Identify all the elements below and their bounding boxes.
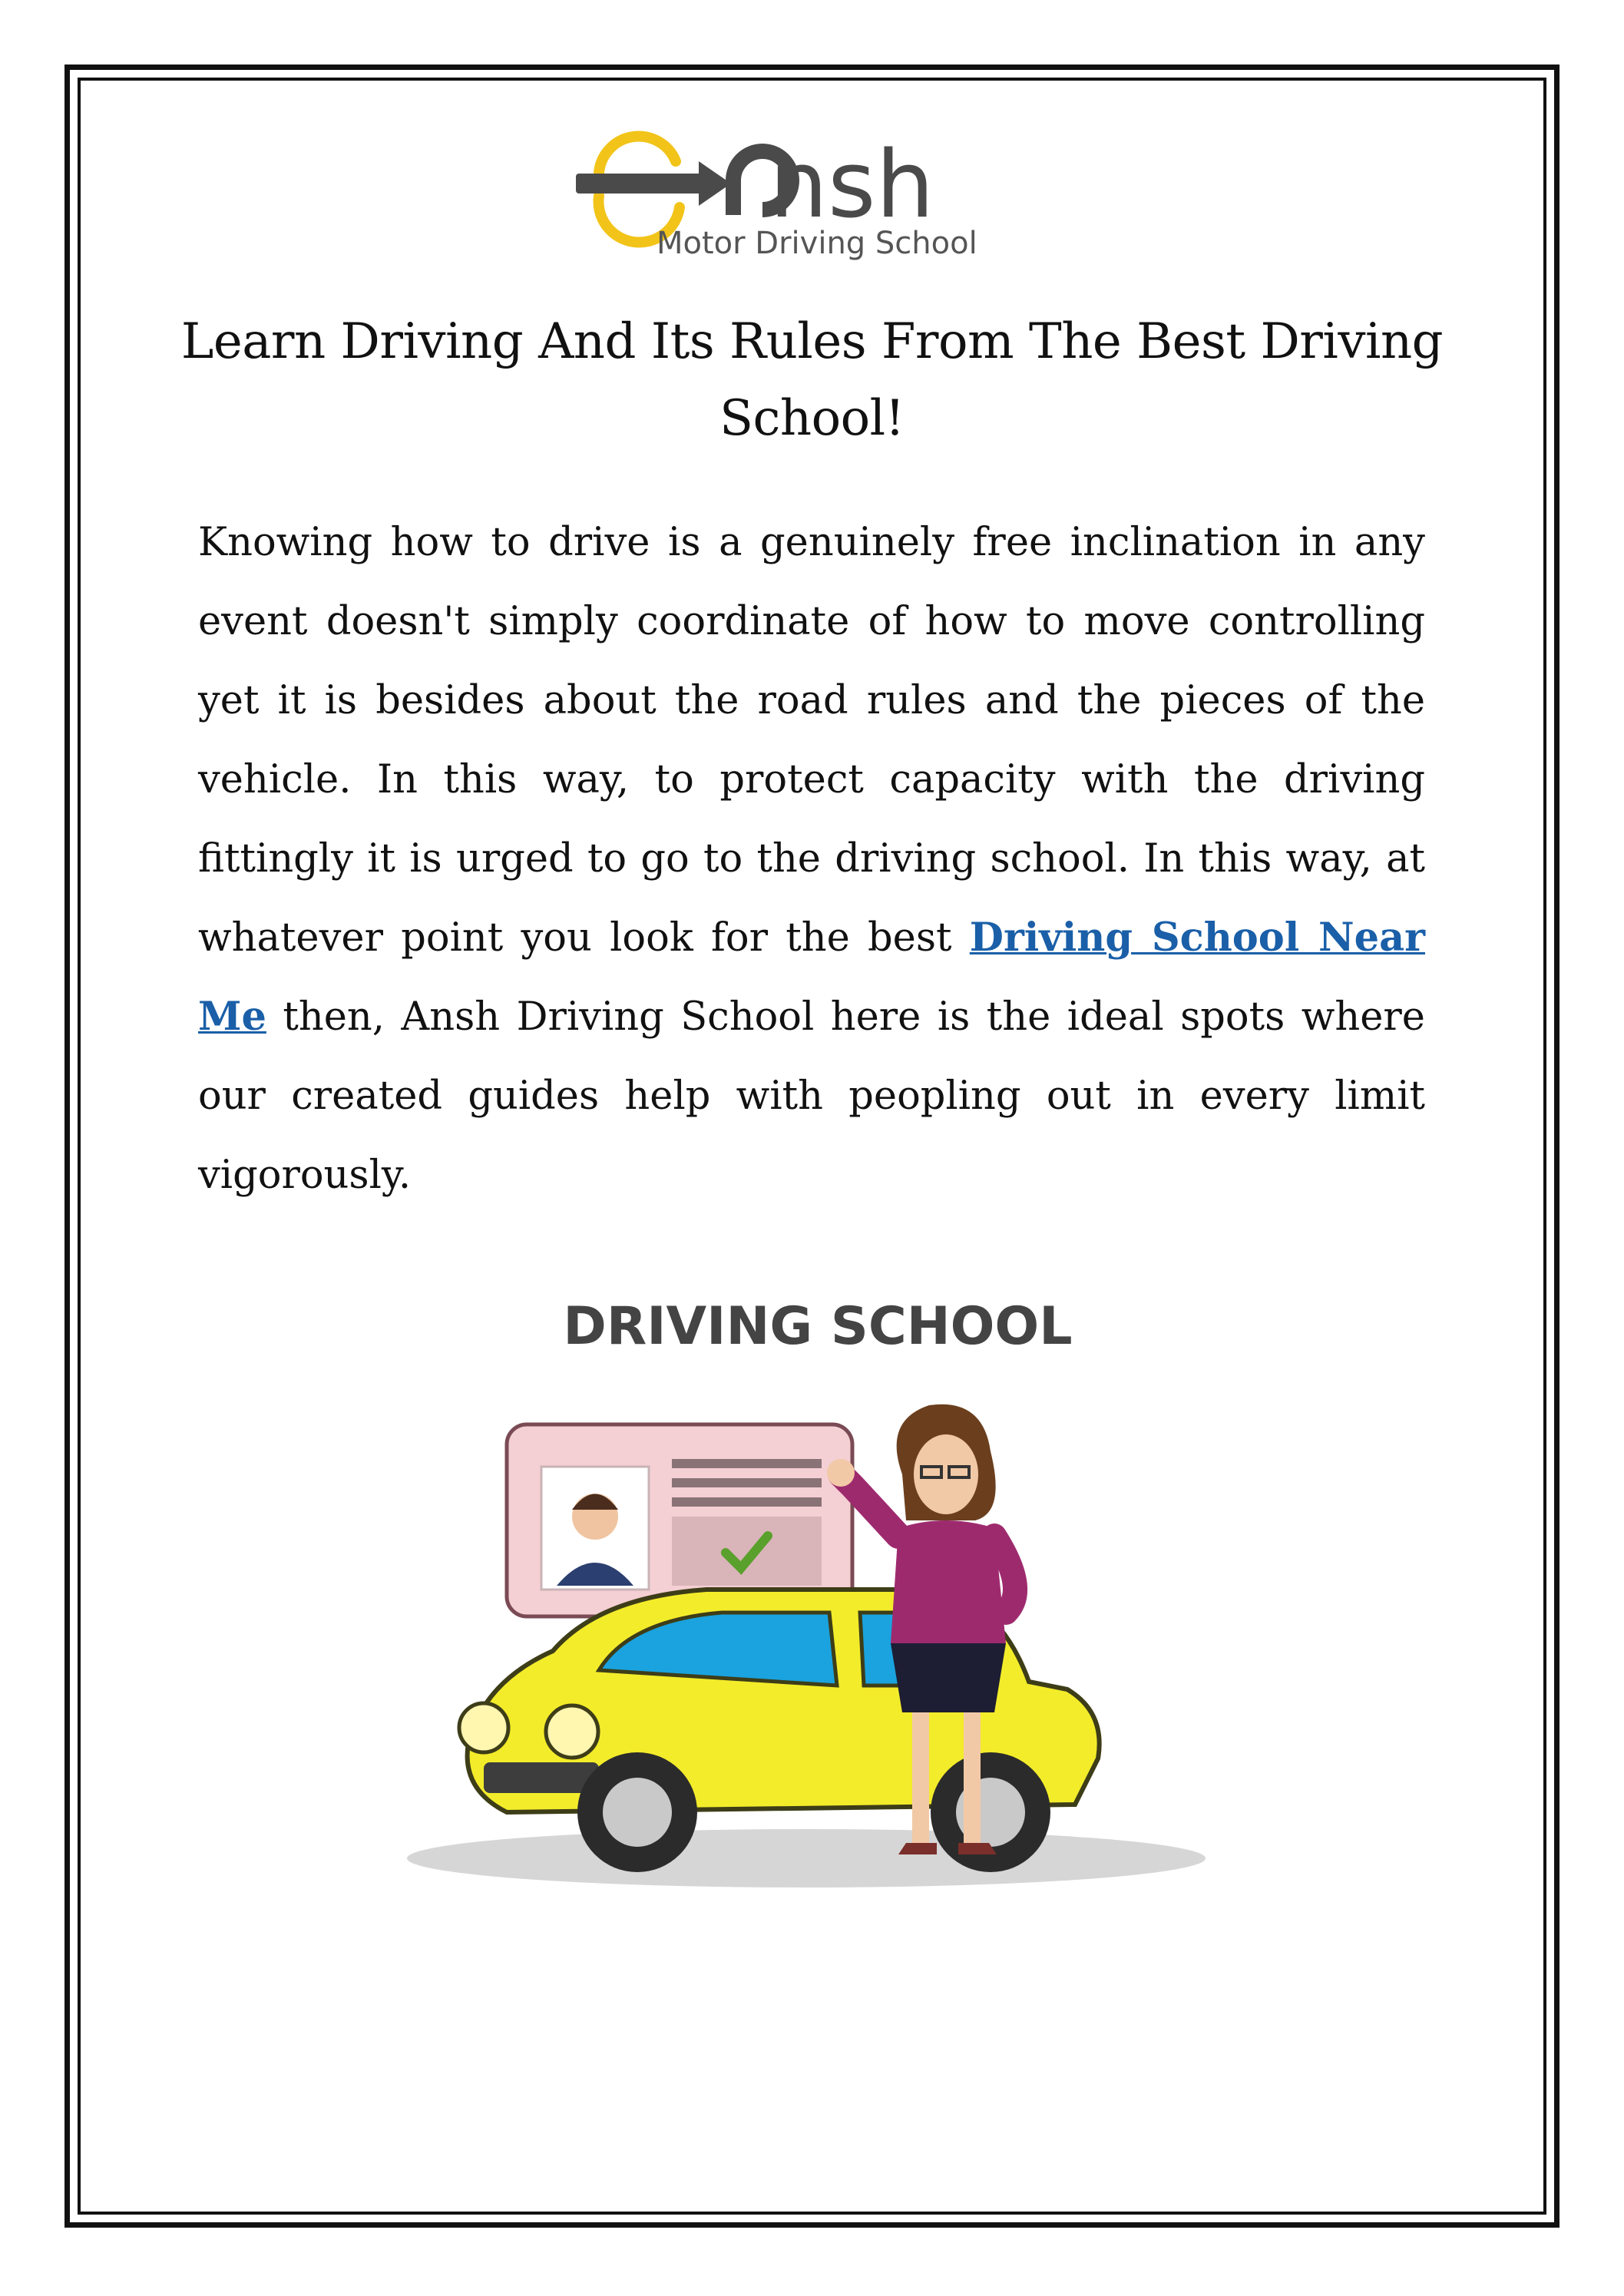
driving-school-near-me-link[interactable]: Driving School Near Me xyxy=(198,915,1425,1040)
illustration-heading: DRIVING SCHOOL xyxy=(563,1296,1073,1357)
logo-brand-text: nsh xyxy=(769,132,934,239)
logo-tagline: Motor Driving School xyxy=(657,226,977,261)
yellow-car xyxy=(407,1590,1206,1887)
article-paragraph xyxy=(198,503,1425,1215)
driving-school-illustration xyxy=(399,1282,1236,1897)
ansh-logo xyxy=(568,100,1029,261)
paragraph-text-before-link: Knowing how to drive is a genuinely free inclination in any event doesn't simply coordinate of how to move controlling yet it is besides about the road rules and the pieces of the vehicle. In this way, to protect capacity with the driving fittingly it is urged to go to the driving school. In this way, at whatever point you look for the best xyxy=(198,520,1425,961)
article-title: Learn Driving And Its Rules From The Best Driving School! xyxy=(180,313,1444,447)
paragraph-text-after-link: then, Ansh Driving School here is the ideal spots where our created guides help with peopling out in every limit vigorously. xyxy=(198,994,1425,1198)
